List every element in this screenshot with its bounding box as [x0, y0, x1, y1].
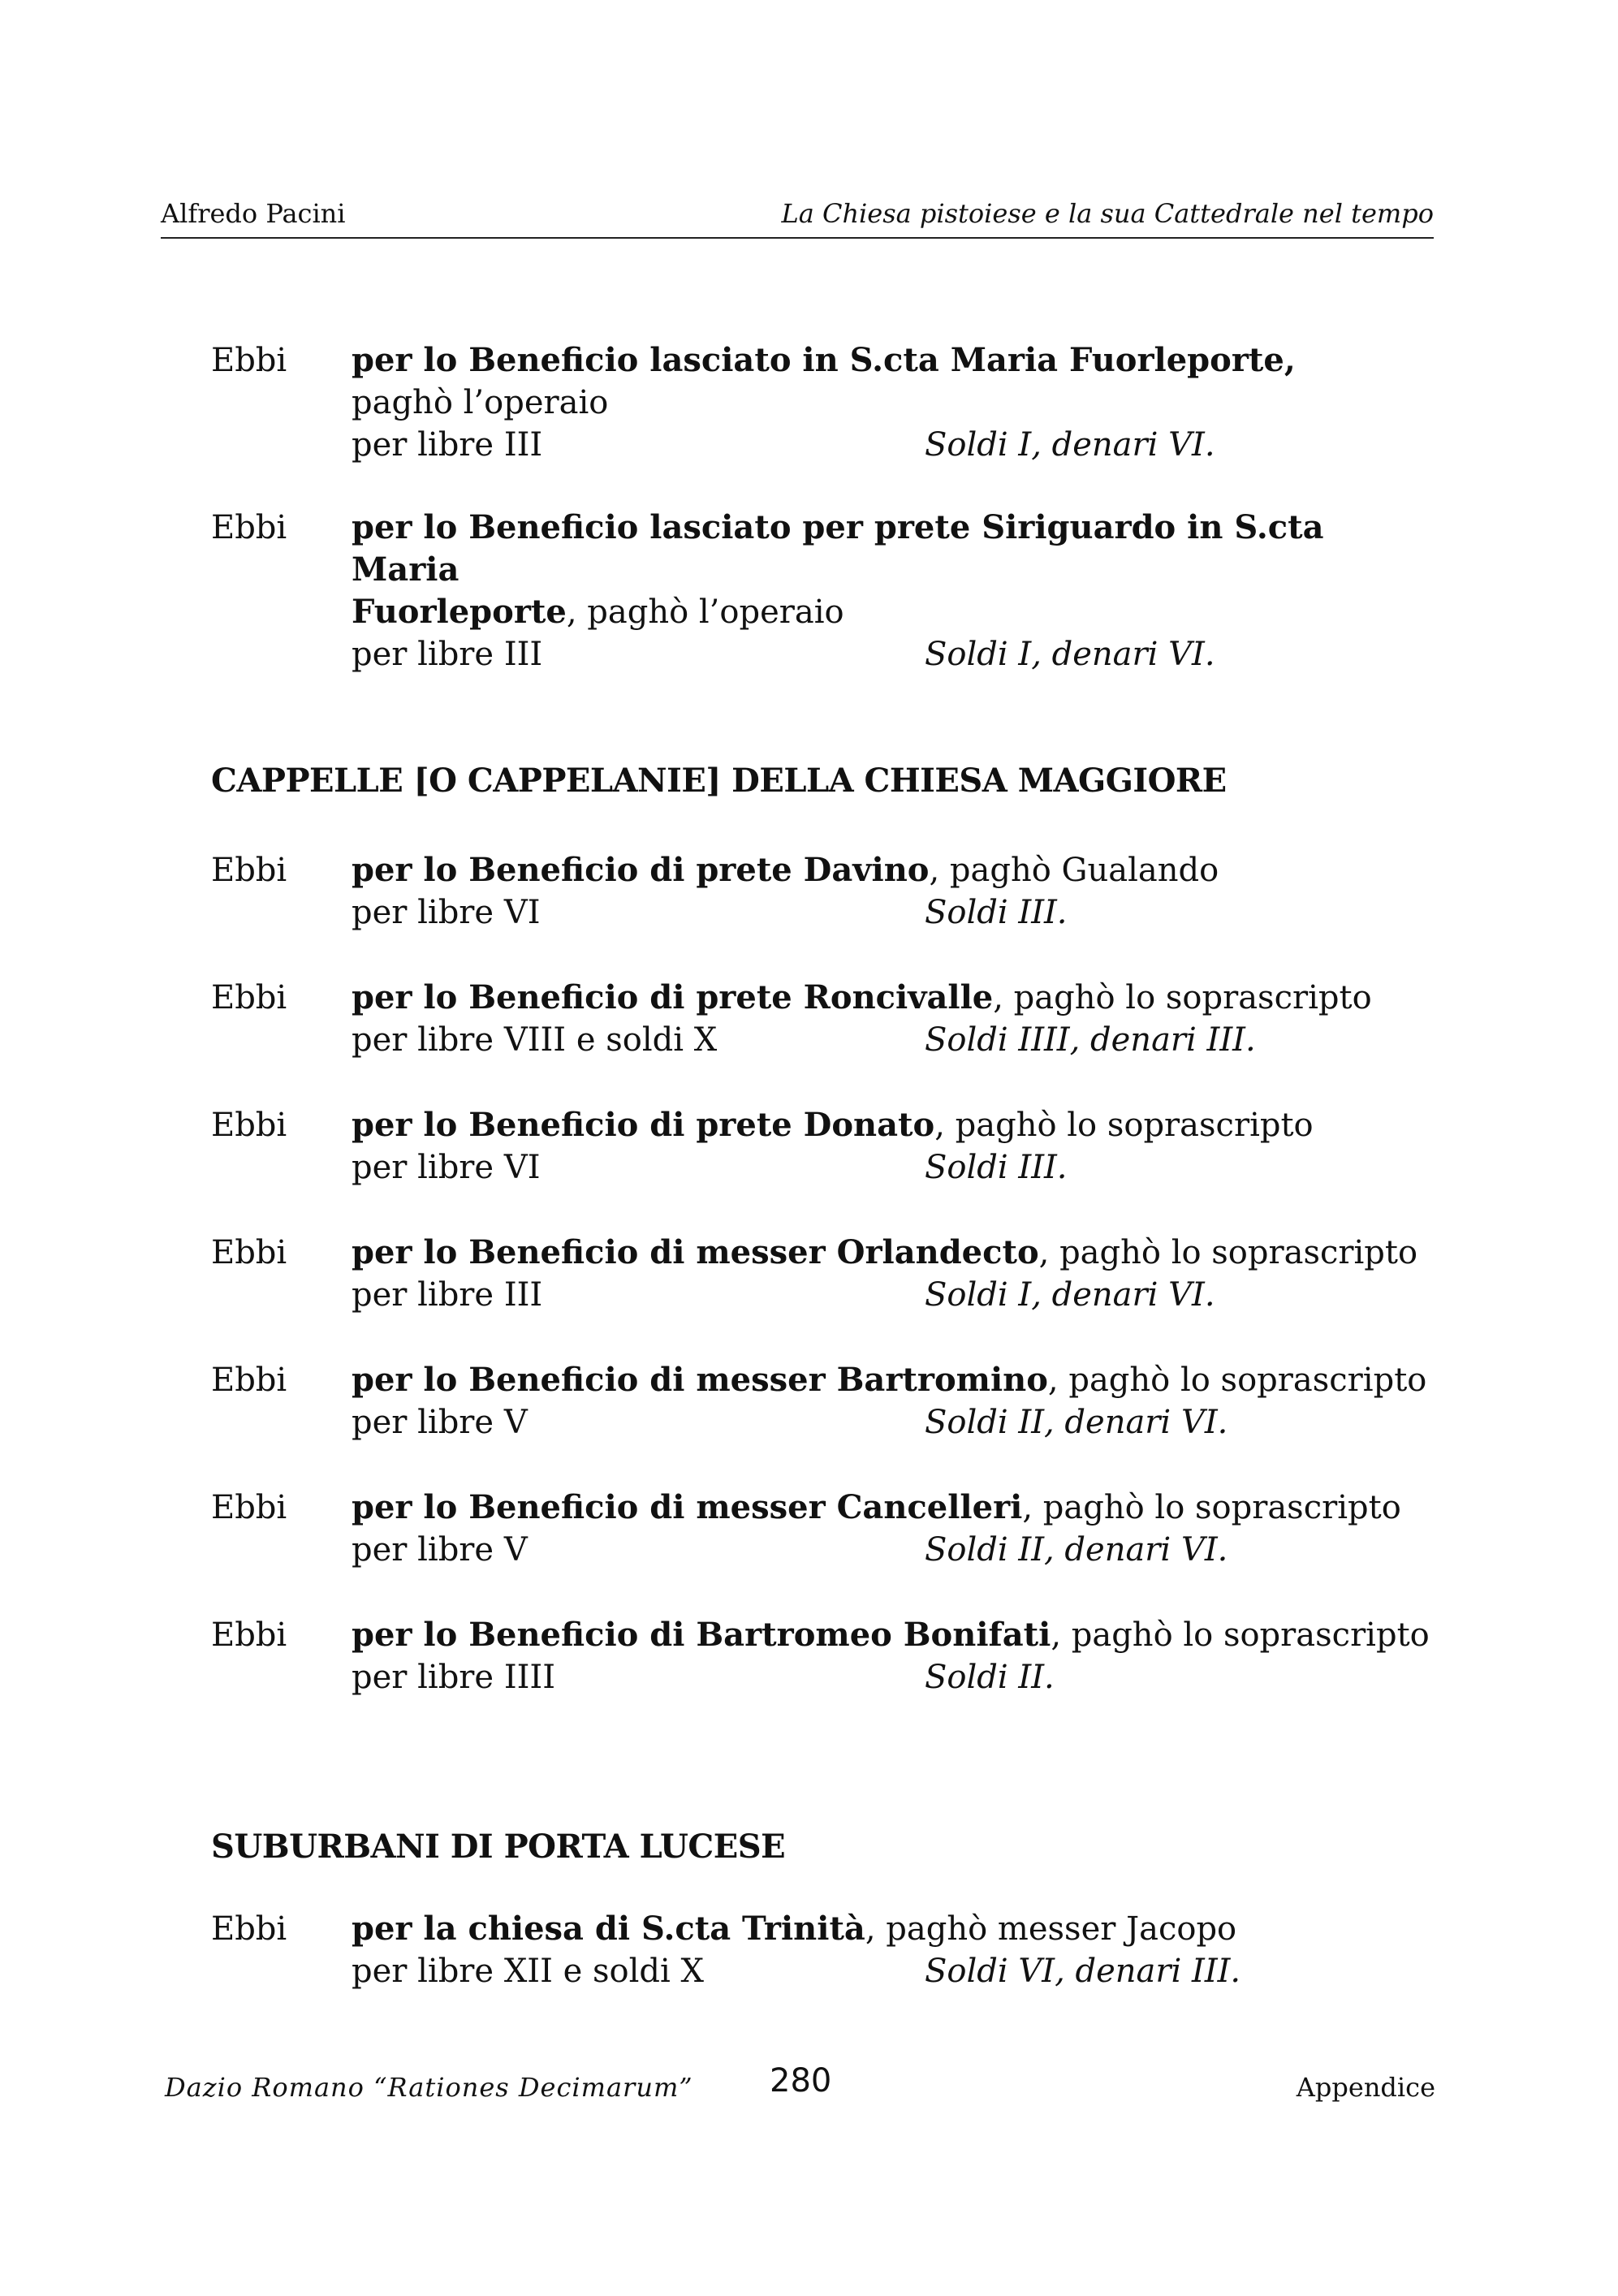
entry-value: Soldi IIII, denari III.	[925, 1021, 1256, 1059]
entry-payer: , paghò lo soprascripto	[934, 1107, 1314, 1144]
entry-payer: , paghò lo soprascripto	[1051, 1616, 1430, 1654]
entry-amount: per libre XII e soldi X	[352, 1953, 704, 1990]
entry-description: per lo Beneficio di messer Orlandecto	[352, 1233, 1039, 1271]
entry-description: per lo Beneficio di messer Bartromino	[352, 1361, 1048, 1399]
entry-description: per la chiesa di S.cta Trinità	[352, 1910, 865, 1948]
entry-label: Ebbi	[211, 1362, 287, 1399]
section-title-suburbani: SUBURBANI DI PORTA LUCESE	[211, 1828, 786, 1866]
entry-label: Ebbi	[211, 1910, 287, 1948]
entry-amount: per libre III	[352, 1276, 543, 1314]
entry-label: Ebbi	[211, 852, 287, 889]
entry-value: Soldi I, denari VI.	[925, 426, 1215, 464]
entry-payer: , paghò lo soprascripto	[1038, 1234, 1418, 1271]
entry-payer: , paghò lo soprascripto	[1022, 1489, 1401, 1526]
entry-amount: per libre IIII	[352, 1659, 556, 1696]
entry-amount: per libre VI	[352, 1149, 541, 1186]
entry-label: Ebbi	[211, 1234, 287, 1271]
entry-amount: per libre VIII e soldi X	[352, 1021, 718, 1059]
section-title-cappelle: CAPPELLE [O CAPPELANIE] DELLA CHIESA MAGGIORE	[211, 762, 1227, 800]
entry-payer: , paghò Gualando	[929, 852, 1219, 889]
page-footer	[165, 2062, 1435, 2111]
entry-value: Soldi I, denari VI.	[925, 1276, 1215, 1314]
entry-label: Ebbi	[211, 1489, 287, 1526]
header-book-title: La Chiesa pistoiese e la sua Cattedrale nel tempo	[781, 198, 1434, 229]
entry-label: Ebbi	[211, 342, 287, 379]
footer-source: Dazio Romano “Rationes Decimarum”	[165, 2072, 693, 2103]
entry-description: per lo Beneficio lasciato per prete Siriguardo in S.cta Maria	[352, 508, 1324, 589]
entry-value: Soldi II, denari VI.	[925, 1404, 1228, 1441]
entry-label: Ebbi	[211, 509, 287, 546]
entry-value: Soldi III.	[925, 894, 1068, 931]
entry-description: per lo Beneficio di prete Donato	[352, 1106, 935, 1144]
entry-value: Soldi III.	[925, 1149, 1068, 1186]
entry-amount: per libre III	[352, 636, 543, 673]
entry-label: Ebbi	[211, 1107, 287, 1144]
entry-amount: per libre VI	[352, 894, 541, 931]
entry-value: Soldi I, denari VI.	[925, 636, 1215, 673]
entry-payer: , paghò lo soprascripto	[993, 979, 1372, 1016]
entry-payer: , paghò l’operaio	[566, 593, 844, 631]
footer-section: Appendice	[1296, 2072, 1435, 2103]
entry-description: per lo Beneficio di prete Davino	[352, 851, 930, 889]
entry-value: Soldi II, denari VI.	[925, 1531, 1228, 1569]
header-author: Alfredo Pacini	[161, 198, 346, 229]
entry-description: per lo Beneficio di messer Cancelleri	[352, 1488, 1023, 1526]
entry-value: Soldi VI, denari III.	[925, 1953, 1241, 1990]
entry-label: Ebbi	[211, 1616, 287, 1654]
entry-value: Soldi II.	[925, 1659, 1055, 1696]
entry-payer: , paghò messer Jacopo	[865, 1910, 1237, 1948]
running-header	[161, 195, 1434, 239]
entry-label: Ebbi	[211, 979, 287, 1016]
entry-description: per lo Beneficio di Bartromeo Bonifati	[352, 1616, 1051, 1654]
entry-payer: , paghò lo soprascripto	[1047, 1362, 1427, 1399]
entry-description-continued: Fuorleporte	[352, 593, 567, 631]
entry-description: per lo Beneficio di prete Roncivalle	[352, 978, 994, 1016]
entry-amount: per libre III	[352, 426, 543, 464]
entry-amount: per libre V	[352, 1531, 528, 1569]
page-number: 280	[770, 2062, 832, 2100]
entry-amount: per libre V	[352, 1404, 528, 1441]
entry-description: per lo Beneficio lasciato in S.cta Maria Fuorleporte,	[352, 341, 1296, 379]
entry-payer: paghò l’operaio	[352, 384, 609, 421]
